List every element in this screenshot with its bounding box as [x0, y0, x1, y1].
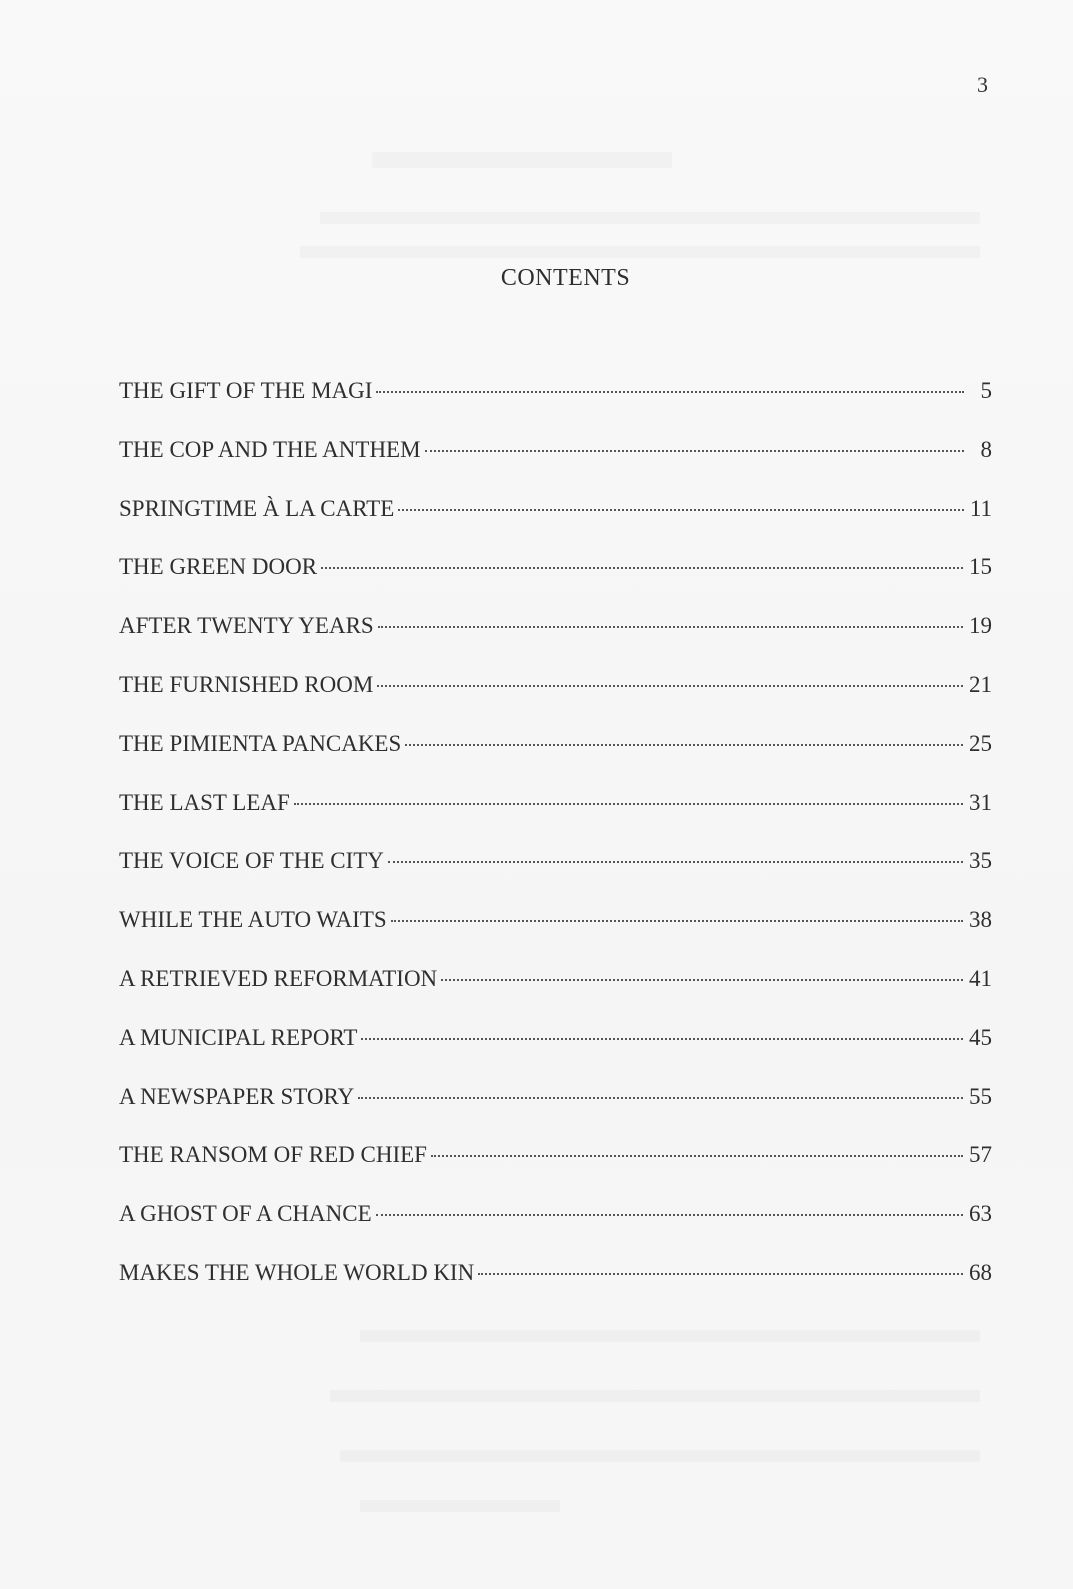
- toc-entry: [119, 436, 992, 495]
- toc-entry-page-number: 15: [969, 554, 992, 580]
- toc-entry-page-number: 11: [969, 495, 992, 521]
- toc-entry: [119, 730, 992, 789]
- toc-entry: [119, 789, 992, 848]
- toc-entry-title: A GHOST OF A CHANCE: [119, 1201, 372, 1227]
- contents-heading: CONTENTS: [500, 265, 631, 291]
- toc-entry-title: A MUNICIPAL REPORT: [119, 1024, 358, 1050]
- toc-entry-title: A NEWSPAPER STORY: [119, 1083, 355, 1109]
- toc-entry: [119, 1024, 992, 1083]
- toc-entry: [119, 671, 992, 730]
- dot-leader: [478, 1273, 963, 1275]
- dot-leader: [358, 1097, 963, 1099]
- toc-entry-page-number: 35: [969, 848, 992, 874]
- toc-entry-title: A RETRIEVED REFORMATION: [119, 965, 438, 991]
- toc-entry: [119, 1141, 992, 1200]
- show-through-line: [330, 1390, 980, 1402]
- toc-entry-title: THE VOICE OF THE CITY: [119, 848, 384, 874]
- toc-entry-page-number: 55: [969, 1083, 992, 1109]
- toc-entry-title: THE COP AND THE ANTHEM: [119, 436, 421, 462]
- dot-leader: [294, 803, 963, 805]
- show-through-line: [340, 1450, 980, 1462]
- show-through-line: [320, 212, 980, 224]
- toc-entry-page-number: 31: [969, 789, 992, 815]
- dot-leader: [321, 567, 963, 569]
- toc-entry-page-number: 8: [980, 436, 992, 462]
- toc-entry: [119, 1259, 992, 1318]
- toc-entry-page-number: 68: [969, 1259, 992, 1285]
- toc-entry-page-number: 21: [969, 671, 992, 697]
- dot-leader: [391, 920, 963, 922]
- dot-leader: [361, 1038, 963, 1040]
- toc-entry-title: WHILE THE AUTO WAITS: [119, 907, 387, 933]
- show-through-heading: [372, 152, 672, 168]
- toc-entry: [119, 553, 992, 612]
- toc-entry: [119, 847, 992, 906]
- toc-entry-title: SPRINGTIME À LA CARTE: [119, 495, 395, 521]
- toc-entry: [119, 377, 992, 436]
- dot-leader: [425, 450, 964, 452]
- toc-entry-title: THE LAST LEAF: [119, 789, 290, 815]
- toc-entry-page-number: 63: [969, 1201, 992, 1227]
- toc-entry-page-number: 5: [980, 378, 992, 403]
- dot-leader: [441, 979, 963, 981]
- dot-leader: [405, 744, 963, 746]
- toc-entry-page-number: 19: [969, 613, 992, 639]
- toc-entry-page-number: 45: [969, 1024, 992, 1050]
- toc-entry: [119, 495, 992, 554]
- toc-entry-page-number: 25: [969, 730, 992, 756]
- table-of-contents: [119, 377, 992, 1318]
- toc-entry: [119, 906, 992, 965]
- toc-entry: [119, 1083, 992, 1142]
- show-through-line: [300, 246, 980, 258]
- dot-leader: [388, 861, 963, 863]
- toc-entry-title: THE GREEN DOOR: [119, 554, 318, 580]
- toc-entry-title: AFTER TWENTY YEARS: [119, 613, 374, 639]
- dot-leader: [378, 626, 963, 628]
- dot-leader: [398, 509, 964, 511]
- toc-entry-title: MAKES THE WHOLE WORLD KIN: [119, 1259, 475, 1285]
- dot-leader: [376, 1214, 963, 1216]
- toc-entry-title: THE PIMIENTA PANCAKES: [119, 730, 402, 756]
- toc-entry-title: THE GIFT OF THE MAGI: [119, 378, 373, 403]
- toc-entry: [119, 612, 992, 671]
- show-through-line: [360, 1500, 560, 1512]
- toc-entry: [119, 965, 992, 1024]
- toc-entry-title: THE RANSOM OF RED CHIEF: [119, 1142, 427, 1168]
- toc-entry-title: THE FURNISHED ROOM: [119, 671, 374, 697]
- show-through-line: [360, 1330, 980, 1342]
- toc-entry-page-number: 57: [969, 1142, 992, 1168]
- toc-entry: [119, 1200, 992, 1259]
- toc-entry-page-number: 41: [969, 965, 992, 991]
- dot-leader: [431, 1155, 963, 1157]
- toc-entry-page-number: 38: [969, 907, 992, 933]
- dot-leader: [376, 391, 964, 393]
- dot-leader: [377, 685, 963, 687]
- page-number: 3: [977, 72, 988, 97]
